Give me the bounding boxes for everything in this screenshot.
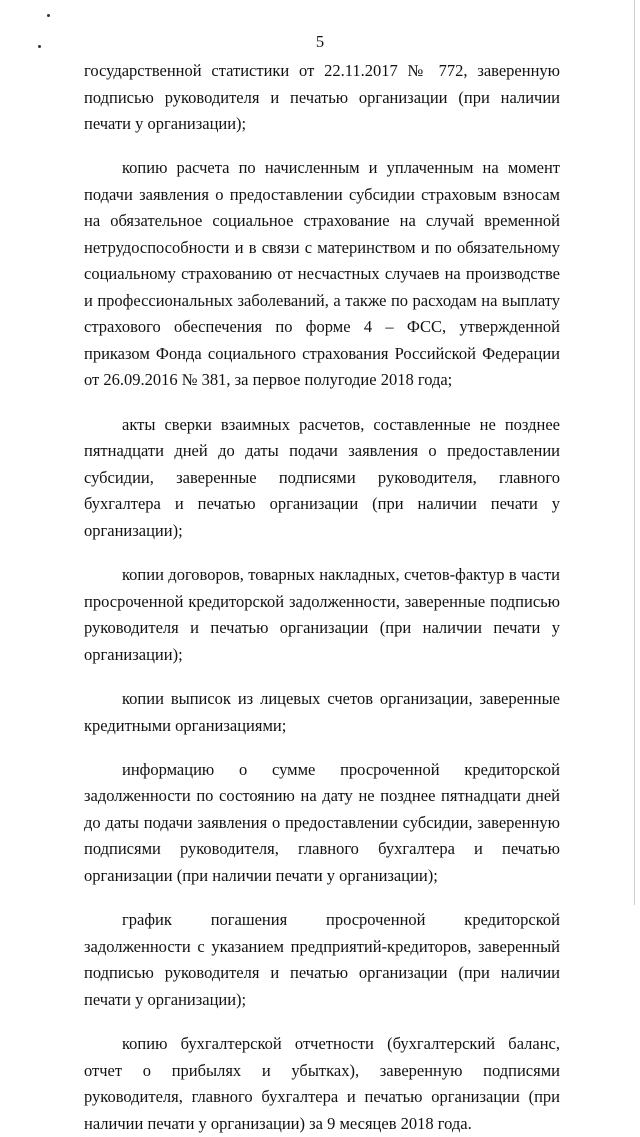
paragraph-continuation: государственной статистики от 22.11.2017 № 772, заверенную подписью руководителя и печатью организации (при наличии печати у организации);	[84, 61, 560, 133]
paragraph-reconciliation-acts: акты сверки взаимных расчетов, составленные не позднее пятнадцати дней до даты подачи заявления о предоставлении субсидии, заверенные подписями руководителя, главного бухгалтера и печатью организации (при наличии печати у организации);	[84, 414, 560, 540]
scan-speck	[47, 14, 50, 17]
paragraph-overdue-debt-info: информацию о сумме просроченной кредиторской задолженности по состоянию на дату не позднее пятнадцати дней до даты подачи заявления о предоставлении субсидии, заверенную подписями руководителя, главного бухгалтера и печатью организации (при наличии печати у организации);	[84, 759, 560, 885]
paragraph-accounting-statements: копию бухгалтерской отчетности (бухгалтерский баланс, отчет о прибылях и убытках), заверенную подписями руководителя, главного бухгалтера и печатью организации (при наличии печати у организации) за 9 месяцев 2018 года.	[84, 1034, 560, 1133]
page-edge-line	[634, 0, 635, 905]
paragraph-fss-calculation: копию расчета по начисленным и уплаченным на момент подачи заявления о предоставлении субсидии страховым взносам на обязательное социальное страхование на случай временной нетрудоспособности и в связи с материнством и по обязательному социальному страхованию от несчастных случаев на производстве и профессиональных заболеваний, а также по расходам на выплату страхового обеспечения по форме 4 – ФСС, утвержденной приказом Фонда социального страхования Российской Федерации от 26.09.2016 № 381, за первое полугодие 2018 года;	[84, 158, 560, 390]
document-body	[84, 58, 560, 1137]
paragraph-contracts-copies: копии договоров, товарных накладных, счетов-фактур в части просроченной кредиторской задолженности, заверенные подписью руководителя и печатью организации (при наличии печати у организации);	[84, 565, 560, 664]
paragraph-repayment-schedule: график погашения просроченной кредиторской задолженности с указанием предприятий-кредиторов, заверенный подписью руководителя и печатью организации (при наличии печати у организации);	[84, 910, 560, 1009]
page-number: 5	[315, 32, 325, 51]
paragraph-account-statements: копии выписок из лицевых счетов организации, заверенные кредитными организациями;	[84, 689, 560, 735]
